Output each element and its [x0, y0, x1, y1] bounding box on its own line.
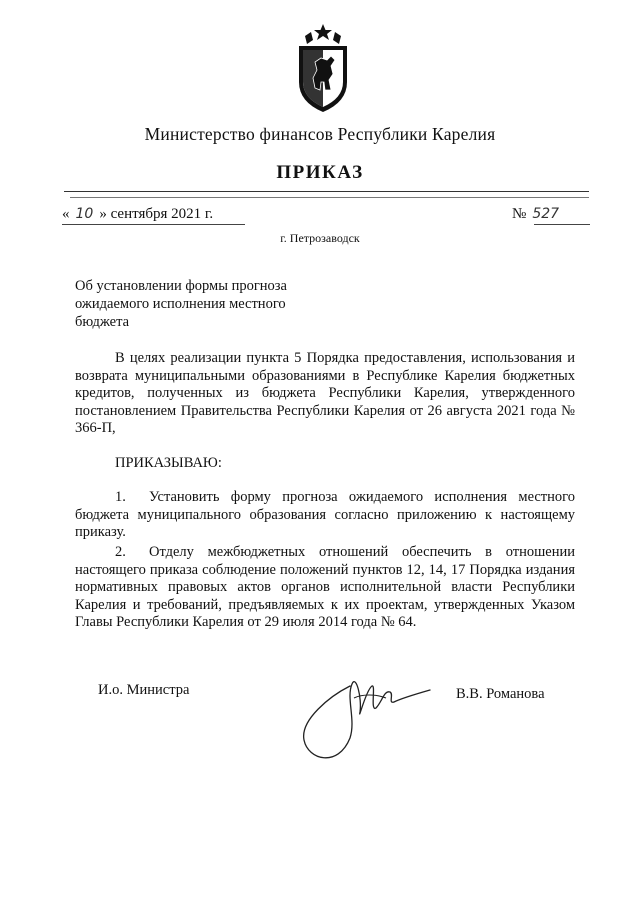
document-subject: Об установлении формы прогноза ожидаемого исполнения местного бюджета [75, 278, 287, 330]
order-number [512, 206, 559, 223]
number-label: № [512, 206, 527, 222]
header-divider-secondary [70, 197, 589, 198]
item-number: 2. [115, 544, 126, 560]
coat-of-arms-icon [291, 22, 355, 114]
date-day: 10 [75, 206, 94, 222]
date-month-year: сентября 2021 г. [110, 206, 214, 222]
number-underline [534, 224, 590, 225]
order-word: ПРИКАЗЫВАЮ: [115, 455, 222, 471]
order-item [75, 544, 575, 632]
item-number: 1. [115, 489, 126, 505]
document-title: ПРИКАЗ [276, 162, 364, 183]
order-item [75, 489, 575, 542]
order-date [62, 206, 213, 223]
header-divider [64, 191, 589, 192]
preamble-paragraph: В целях реализации пункта 5 Порядка предоставления, использования и возврата муниципальными образованиями в Республике Карелия бюджетных кредитов, полученных из бюджета Республики Карелия, утвержденного постановлением Правительства Республики Карелия от 26 августа 2021 года № 366-П, [75, 350, 575, 436]
date-underline [62, 224, 245, 225]
item-text: Отделу межбюджетных отношений обеспечить в отношении настоящего приказа соблюдение положений пунктов 12, 14, 17 Порядка издания нормативных правовых актов органов исполнительной власти Республики Карелия и требований, предъявляемых к их проектам, утвержденных Указом Главы Республики Карелия от 29 июля 2014 года № 64. [75, 544, 575, 630]
signer-position: И.о. Министра [98, 682, 190, 698]
signer-name: В.В. Романова [456, 686, 545, 702]
signature-icon [290, 668, 460, 773]
city: г. Петрозаводск [280, 231, 360, 245]
date-close-quote: » [99, 206, 107, 222]
item-text: Установить форму прогноза ожидаемого исполнения местного бюджета муниципального образования согласно приложению к настоящему приказу. [75, 489, 575, 540]
ministry-name: Министерство финансов Республики Карелия [144, 124, 496, 144]
number-value: 527 [532, 206, 560, 222]
date-open-quote: « [62, 206, 70, 222]
